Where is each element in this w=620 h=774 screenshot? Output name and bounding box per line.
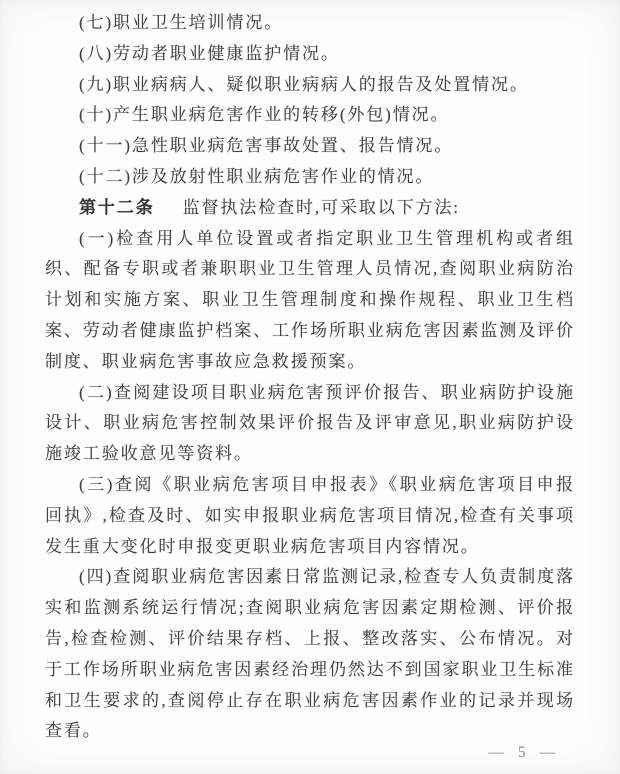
paragraph xyxy=(45,162,575,193)
paragraph-text: (九)职业病病人、疑似职业病病人的报告及处置情况。 xyxy=(79,74,529,94)
paragraph xyxy=(45,8,575,39)
paragraph-text: (四)查阅职业病危害因素日常监测记录,检查专人负责制度落实和监测系统运行情况;查阅职业病危害因素定期检测、评价报告,检查检测、评价结果存档、上报、整改落实、公布情况。对于工作场所职业病危害因素经治理仍然达不到国家职业卫生标准和卫生要求的,查阅停止存在职业病危害因素作业的记录并现场查看。 xyxy=(45,567,575,741)
paragraph-text: (十二)涉及放射性职业病危害作业的情况。 xyxy=(79,166,435,186)
paragraph-text: (十一)急性职业病危害事故处置、报告情况。 xyxy=(79,136,454,156)
paragraph-text: (一)检查用人单位设置或者指定职业卫生管理机构或者组织、配备专职或者兼职职业卫生管理人员情况,查阅职业病防治计划和实施方案、职业卫生管理制度和操作规程、职业卫生档案、劳动者健康监护档案、工作场所职业病危害因素监测及评价制度、职业病危害事故应急救援预案。 xyxy=(45,228,575,371)
paragraph xyxy=(45,70,575,101)
paragraph xyxy=(45,562,575,747)
paragraph xyxy=(45,378,575,470)
paragraph-text: (八)劳动者职业健康监护情况。 xyxy=(79,43,340,63)
paragraph xyxy=(45,193,575,224)
paragraph xyxy=(45,224,575,378)
document-content xyxy=(45,8,575,747)
paragraph-text: (三)查阅《职业病危害项目申报表》《职业病危害项目申报回执》,检查及时、如实申报职业病危害项目情况,检查有关事项发生重大变化时申报变更职业病危害项目内容情况。 xyxy=(45,474,575,556)
paragraph xyxy=(45,100,575,131)
page-number: — 5 — xyxy=(488,744,560,761)
paragraph-text: (二)查阅建设项目职业病危害预评价报告、职业病防护设施设计、职业病危害控制效果评价报告及评审意见,职业病防护设施竣工验收意见等资料。 xyxy=(45,382,575,464)
paragraph-text: (七)职业卫生培训情况。 xyxy=(79,13,284,32)
article-number: 第十二条 xyxy=(79,197,155,217)
paragraph-text: (十)产生职业病危害作业的转移(外包)情况。 xyxy=(79,105,450,125)
paragraph xyxy=(45,39,575,70)
paragraph xyxy=(45,131,575,162)
paragraph xyxy=(45,470,575,562)
paragraph-text: 监督执法检查时,可采取以下方法: xyxy=(182,197,460,217)
